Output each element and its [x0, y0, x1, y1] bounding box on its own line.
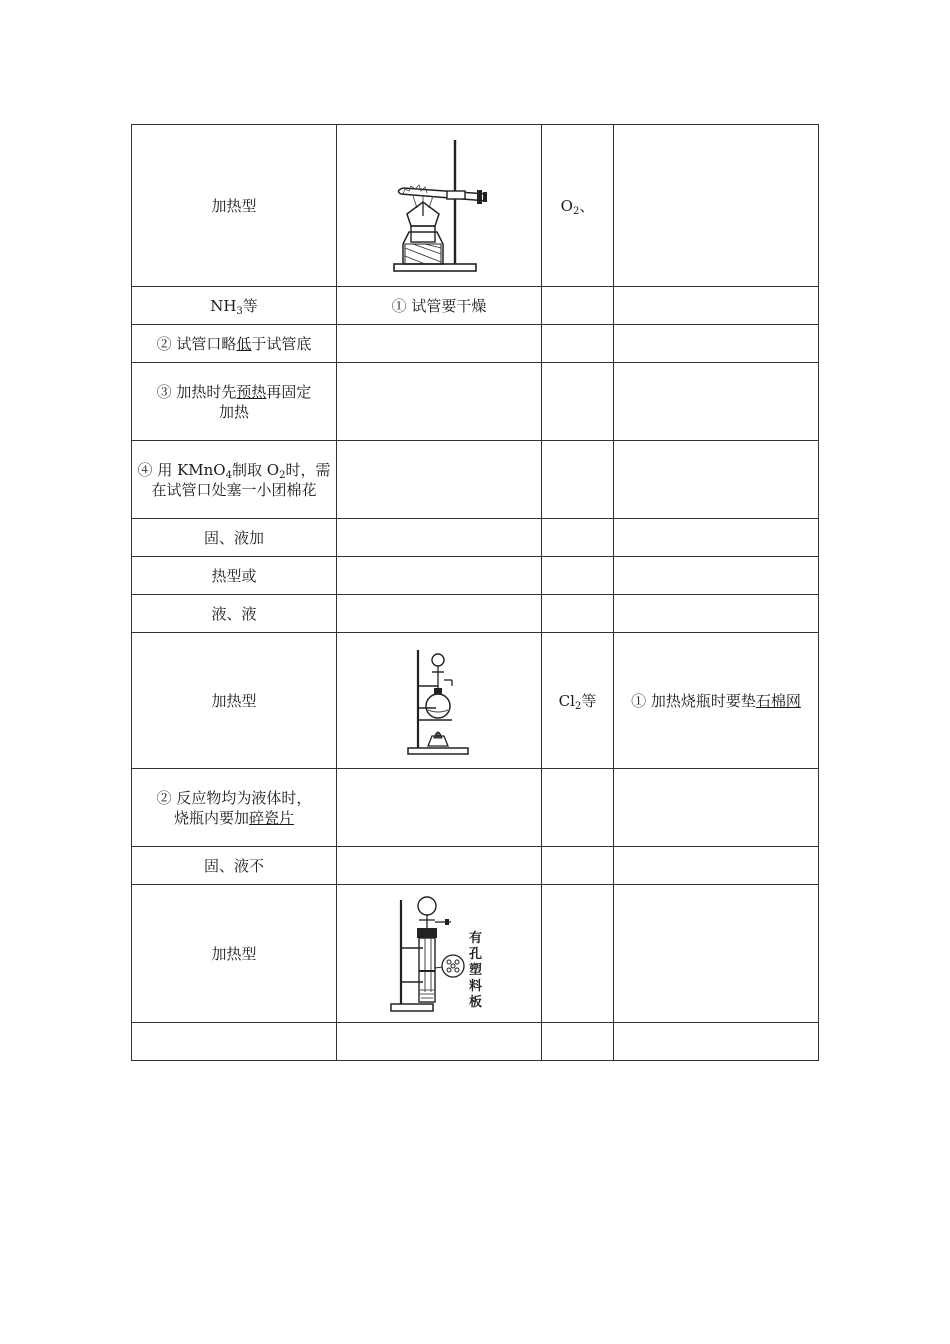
cell-type: 加热型	[132, 125, 337, 287]
table-row	[132, 287, 819, 325]
table-row	[132, 519, 819, 557]
table-row	[132, 1023, 819, 1061]
cell-apparatus	[337, 557, 542, 595]
cell-apparatus	[337, 595, 542, 633]
cell-note	[614, 885, 819, 1023]
table-row	[132, 557, 819, 595]
cell-note	[614, 441, 819, 519]
cell-apparatus	[337, 847, 542, 885]
cell-note	[614, 557, 819, 595]
solid-heating-apparatus-image	[389, 136, 489, 276]
cell-gas	[542, 1023, 614, 1061]
cell-apparatus	[337, 633, 542, 769]
cell-gas	[542, 769, 614, 847]
cell-apparatus	[337, 885, 542, 1023]
cell-apparatus	[337, 1023, 542, 1061]
table-row	[132, 363, 819, 441]
figure-label-char: 有	[469, 930, 483, 946]
table-row	[132, 325, 819, 363]
table-row	[132, 847, 819, 885]
cell-type: ④ 用 KMnO$_4$制取 $O_2$时，需 在试管口处塞一小团棉花	[132, 441, 337, 519]
cell-type: ③ 加热时先预热再固定 加热	[132, 363, 337, 441]
cell-gas	[542, 519, 614, 557]
table-row	[132, 885, 819, 1023]
cell-apparatus	[337, 363, 542, 441]
cell-apparatus	[337, 441, 542, 519]
cell-note	[614, 1023, 819, 1061]
cell-gas	[542, 595, 614, 633]
liquid-heating-apparatus-image	[404, 646, 474, 756]
cell-note	[614, 519, 819, 557]
cell-apparatus: ① 试管要干燥	[337, 287, 542, 325]
cell-type: ② 反应物均为液体时， 烧瓶内要加碎瓷片	[132, 769, 337, 847]
cell-type: 加热型	[132, 885, 337, 1023]
cell-gas	[542, 885, 614, 1023]
gas-preparation-table	[131, 124, 819, 1061]
table-row	[132, 633, 819, 769]
cell-apparatus	[337, 325, 542, 363]
figure-label-char: 孔	[469, 946, 483, 962]
cell-type: 液、液	[132, 595, 337, 633]
table-row	[132, 769, 819, 847]
cell-note	[614, 325, 819, 363]
cell-note: ① 加热烧瓶时要垫石棉网	[614, 633, 819, 769]
cell-apparatus	[337, 769, 542, 847]
cell-type: 固、液不	[132, 847, 337, 885]
cell-gas	[542, 325, 614, 363]
cell-gas	[542, 363, 614, 441]
cell-gas	[542, 441, 614, 519]
cell-note	[614, 287, 819, 325]
cell-gas	[542, 287, 614, 325]
cell-type: ② 试管口略低于试管底	[132, 325, 337, 363]
table-row	[132, 125, 819, 287]
cell-type	[132, 1023, 337, 1061]
cell-apparatus	[337, 519, 542, 557]
figure-label-char: 料	[469, 978, 483, 994]
cell-note	[614, 769, 819, 847]
cell-gas	[542, 847, 614, 885]
table-row	[132, 441, 819, 519]
cell-note	[614, 847, 819, 885]
cell-note	[614, 595, 819, 633]
cell-type: 热型或	[132, 557, 337, 595]
cell-apparatus	[337, 125, 542, 287]
cell-gas: $Cl_2$等	[542, 633, 614, 769]
cell-type: 加热型	[132, 633, 337, 769]
cell-gas: $O_2$、	[542, 125, 614, 287]
cell-note	[614, 363, 819, 441]
cell-type: $NH_3$等	[132, 287, 337, 325]
figure-label-char: 板	[469, 994, 483, 1010]
table-row	[132, 595, 819, 633]
non-heating-apparatus-image	[389, 892, 489, 1016]
cell-note	[614, 125, 819, 287]
cell-type: 固、液加	[132, 519, 337, 557]
figure-label-char: 塑	[469, 962, 483, 978]
cell-gas	[542, 557, 614, 595]
